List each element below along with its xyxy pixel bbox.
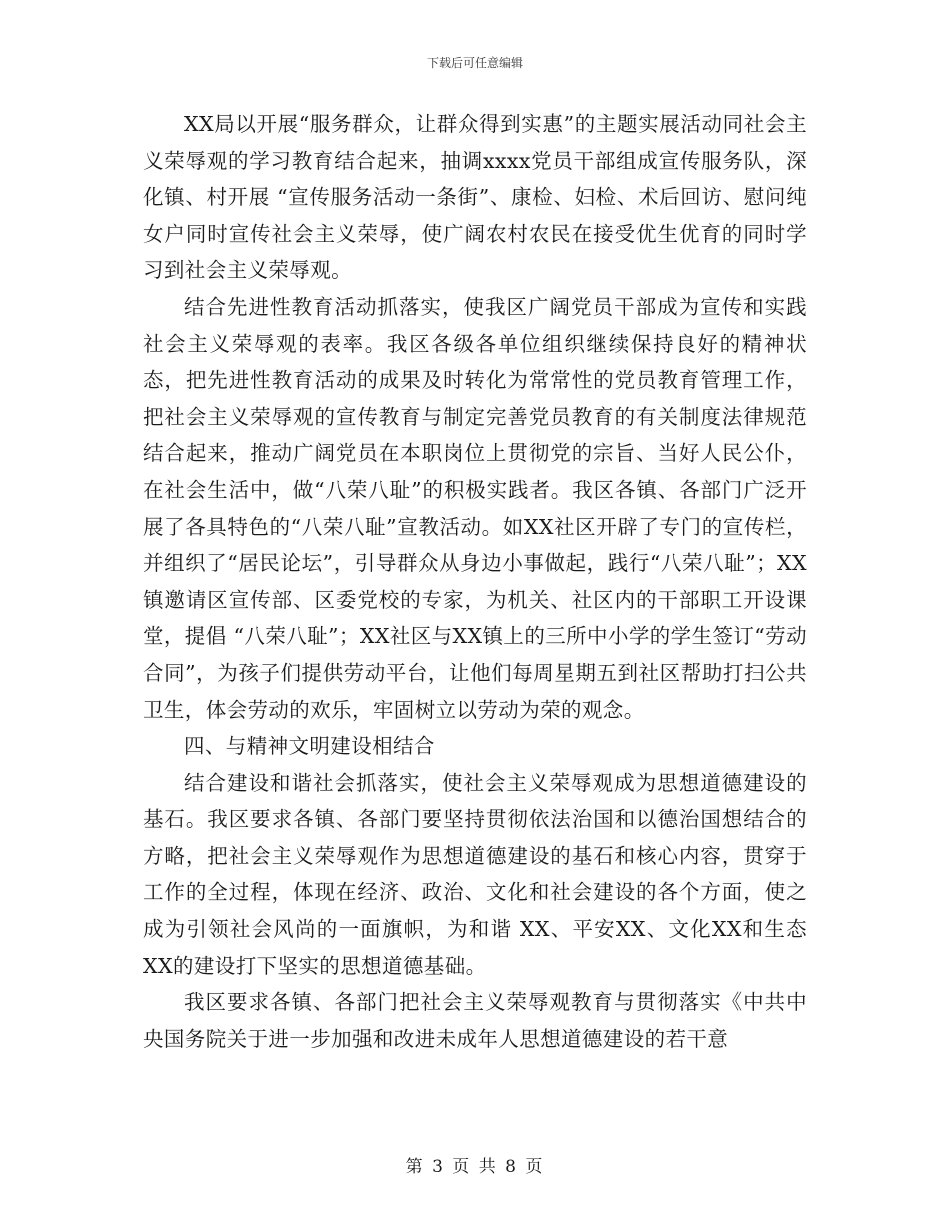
body-paragraph: 结合建设和谐社会抓落实，使社会主义荣辱观成为思想道德建设的基石。我区要求各镇、各部门要坚持贯彻依法治国和以德治国想结合的方略，把社会主义荣辱观作为思想道德建设的基石和核心内容，贯穿于工作的全过程，体现在经济、政治、文化和社会建设的各个方面，使之成为引领社会风尚的一面旗帜，为和谐 XX、平安XX、文化XX和生态XX的建设打下坚实的思想道德基础。 (143, 770, 807, 978)
section-heading: 四、与精神文明建设相结合 (184, 734, 435, 759)
header-note: 下载后可任意编辑 (426, 56, 523, 70)
page-number: 第 3 页 共 8 页 (405, 1157, 545, 1177)
body-paragraph: 我区要求各镇、各部门把社会主义荣辱观教育与贯彻落实《中共中央国务院关于进一步加强和改进未成年人思想道德建设的若干意 (143, 990, 807, 1051)
body-paragraph: XX局以开展“服务群众，让群众得到实惠”的主题实展活动同社会主义荣辱观的学习教育结合起来，抽调xxxx党员干部组成宣传服务队，深化镇、村开展 “宣传服务活动一条街”、康检、妇检、术后回访、慰问纯女户同时宣传社会主义荣辱，使广阔农村农民在接受优生优育的同时学习到社会主义荣辱观。 (143, 112, 807, 283)
body-paragraph: 结合先进性教育活动抓落实，使我区广阔党员干部成为宣传和实践社会主义荣辱观的表率。我区各级各单位组织继续保持良好的精神状态，把先进性教育活动的成果及时转化为常常性的党员教育管理工作，把社会主义荣辱观的宣传教育与制定完善党员教育的有关制度法律规范结合起来，推动广阔党员在本职岗位上贯彻党的宗旨、当好人民公仆，在社会生活中，做“八荣八耻”的积极实践者。我区各镇、各部门广泛开展了各具特色的“八荣八耻”宣教活动。如XX社区开辟了专门的宣传栏，并组织了“居民论坛”，引导群众从身边小事做起，践行“八荣八耻”；XX镇邀请区宣传部、区委党校的专家，为机关、社区内的干部职工开设课堂，提倡 “八荣八耻”；XX社区与XX镇上的三所中小学的学生签订“劳动合同”，为孩子们提供劳动平台，让他们每周星期五到社区帮助打扫公共卫生，体会劳动的欢乐，牢固树立以劳动为荣的观念。 (143, 294, 807, 722)
document-body (143, 106, 807, 1057)
